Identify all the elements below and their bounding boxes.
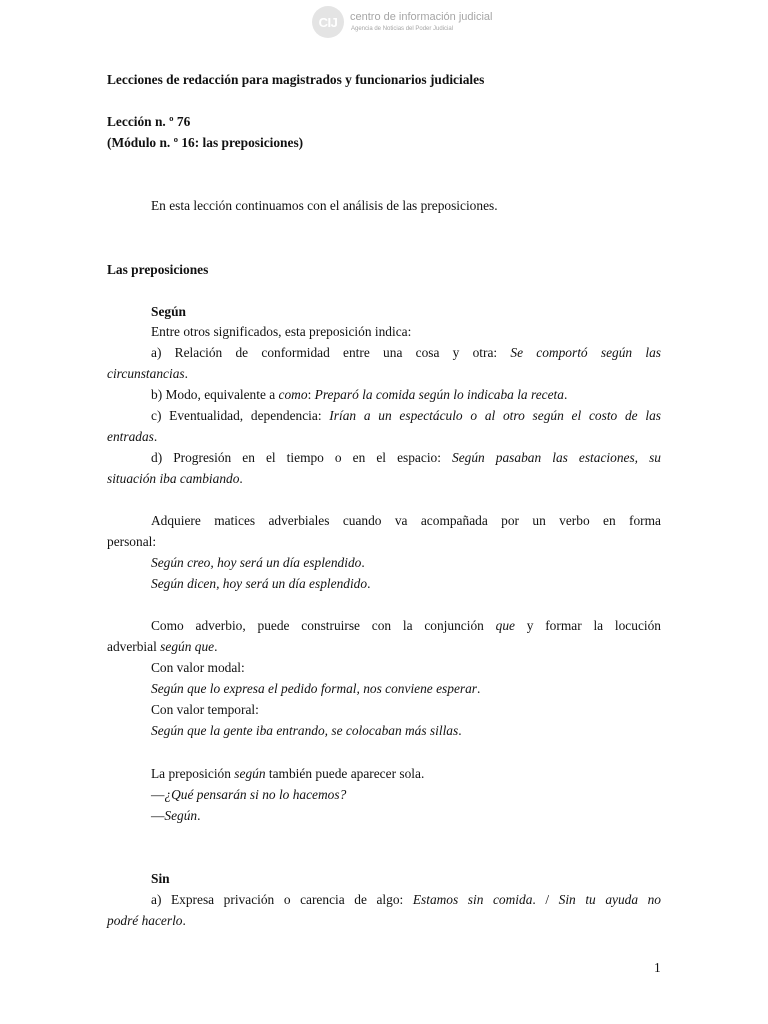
conjunction-line2	[107, 638, 217, 655]
segun-item-b-como: como	[278, 387, 308, 402]
conjunction-text-cont: y formar la locución	[514, 618, 661, 633]
segun-item-c-text: c) Eventualidad, dependencia:	[151, 408, 330, 423]
segun-item-d-line1	[151, 449, 661, 466]
module-title: (Módulo n. º 16: las preposiciones)	[107, 135, 304, 150]
segun-item-c-example: Irían a un espectáculo o al otro según el costo de las	[329, 408, 661, 423]
segun-item-d-example-cont: situación iba cambiando	[107, 471, 240, 486]
sola-paragraph	[151, 765, 424, 782]
sin-item-a-line1	[151, 891, 661, 908]
em-dash: —	[151, 808, 165, 823]
period: .	[239, 471, 243, 486]
adverbial-line1: Adquiere matices adverbiales cuando va acompañada por un verbo en forma	[151, 513, 661, 528]
period: .	[182, 913, 186, 928]
period: .	[361, 555, 365, 570]
sola-text: La preposición	[151, 766, 235, 781]
logo-text	[350, 12, 492, 32]
em-dash: —	[151, 787, 165, 802]
segun-item-b-example: Preparó la comida según lo indicaba la receta	[314, 387, 564, 402]
modal-example-text: Según que lo expresa el pedido formal, nos conviene esperar	[151, 681, 478, 696]
period: .	[563, 387, 568, 402]
period: .	[458, 723, 462, 738]
segun-que-term: según que	[160, 639, 215, 654]
period: .	[184, 366, 188, 381]
segun-item-c-example-cont: entradas	[107, 429, 154, 444]
temporal-example-text: Según que la gente iba entrando, se colocaban más sillas	[151, 723, 459, 738]
sin-item-a-text: a) Expresa privación o carencia de algo:	[151, 892, 413, 907]
sin-item-a-example-1: Estamos sin comida	[412, 892, 533, 907]
segun-item-b	[151, 386, 567, 403]
segun-item-d-line2	[107, 470, 243, 487]
section-heading: Las preposiciones	[107, 262, 209, 277]
page-number: 1	[654, 960, 661, 975]
segun-item-a-line2	[107, 365, 188, 382]
segun-item-d-text: d) Progresión en el tiempo o en el espacio:	[151, 450, 453, 465]
period: .	[197, 808, 201, 823]
dialogue-answer	[151, 807, 200, 824]
answer-text: Según	[164, 808, 198, 823]
separator: . /	[532, 892, 559, 907]
sola-segun-term: según	[234, 766, 266, 781]
segun-item-a-text: a) Relación de conformidad entre una cosa y otra:	[151, 345, 511, 360]
conjunction-que: que	[495, 618, 515, 633]
segun-heading: Según	[151, 304, 186, 319]
segun-item-a-line1	[151, 344, 661, 361]
conjunction-line1	[151, 617, 661, 634]
segun-item-c-line1	[151, 407, 661, 424]
adverbial-example-1	[151, 554, 365, 571]
temporal-label: Con valor temporal:	[151, 702, 259, 717]
conjunction-text: Como adverbio, puede construirse con la conjunción	[151, 618, 496, 633]
adverbial-example-2	[151, 575, 370, 592]
lesson-number: Lección n. º 76	[107, 114, 191, 129]
segun-item-d-example: Según pasaban las estaciones, su	[452, 450, 661, 465]
logo-title: centro de información judicial	[350, 11, 493, 24]
adverbial-example-1-text: Según creo, hoy será un día esplendido	[151, 555, 362, 570]
temporal-example	[151, 722, 462, 739]
header-logo	[312, 6, 492, 38]
dialogue-question	[151, 786, 346, 803]
sin-item-a-example-2-cont: podré hacerlo	[107, 913, 183, 928]
sin-heading: Sin	[151, 871, 170, 886]
segun-item-a-example: Se comportó según las	[510, 345, 661, 360]
question-text: ¿Qué pensarán si no lo hacemos?	[164, 787, 347, 802]
period: .	[214, 639, 218, 654]
sin-item-a-line2	[107, 912, 186, 929]
adverbial-text: adverbial	[107, 639, 161, 654]
adverbial-example-2-text: Según dicen, hoy será un día esplendido	[151, 576, 368, 591]
segun-intro: Entre otros significados, esta preposición indica:	[151, 324, 412, 339]
segun-item-a-example-cont: circunstancias	[107, 366, 185, 381]
period: .	[477, 681, 481, 696]
segun-item-c-line2	[107, 428, 157, 445]
adverbial-line2: personal:	[107, 534, 157, 549]
colon: :	[307, 387, 315, 402]
sola-text-cont: también puede aparecer sola.	[265, 766, 425, 781]
segun-item-b-text: b) Modo, equivalente a	[151, 387, 279, 402]
sin-item-a-example-2: Sin tu ayuda no	[558, 892, 662, 907]
cij-logo-icon: CIJ	[312, 6, 344, 38]
period: .	[153, 429, 158, 444]
logo-subtitle: Agencia de Noticias del Poder Judicial	[351, 25, 454, 32]
intro-paragraph: En esta lección continuamos con el análisis de las preposiciones.	[151, 198, 498, 213]
period: .	[367, 576, 371, 591]
modal-example	[151, 680, 480, 697]
modal-label: Con valor modal:	[151, 660, 245, 675]
document-title: Lecciones de redacción para magistrados y funcionarios judiciales	[107, 72, 485, 87]
